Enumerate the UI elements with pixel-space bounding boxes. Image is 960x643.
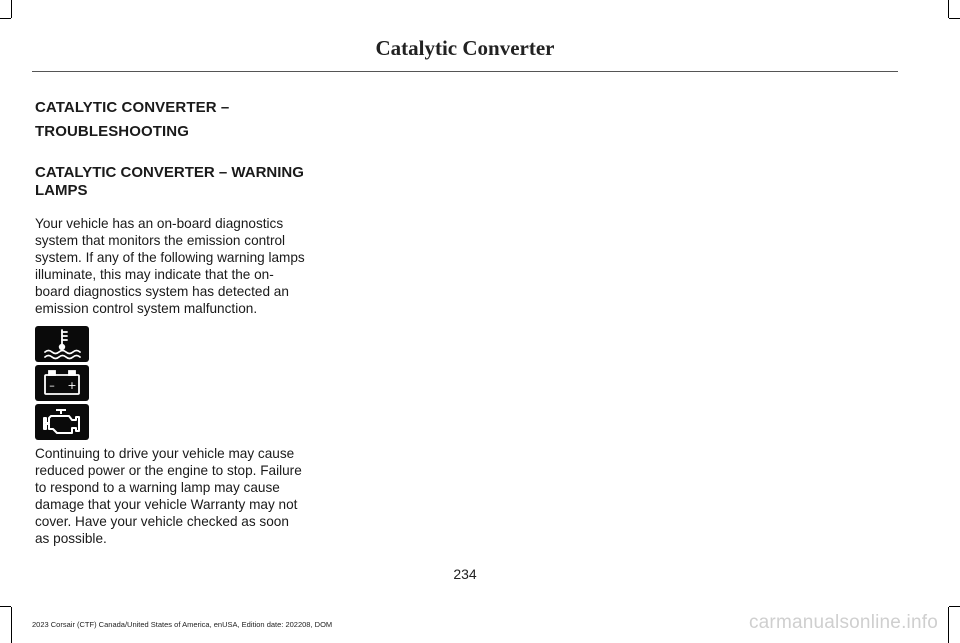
- engine-coolant-temperature-icon: [35, 326, 89, 362]
- subsection-title: CATALYTIC CONVERTER – WARNING LAMPS: [35, 164, 304, 199]
- page-number: 234: [453, 566, 477, 582]
- intro-paragraph: Your vehicle has an on-board diagnostics system that monitors the emission control system. If any of the following warning lamps illuminate, this may indicate that the on-board diagnostics system has detected an emission control system malfunction.: [35, 216, 305, 316]
- crop-mark-bottom-right: [948, 607, 949, 643]
- warning-paragraph: Continuing to drive your vehicle may cause reduced power or the engine to stop. Failure to respond to a warning lamp may cause damage that your vehicle Warranty may not cover. Have your vehicle checked as soon as possible.: [35, 446, 302, 546]
- crop-mark-top-right: [948, 0, 949, 18]
- crop-mark-bottom-left: [0, 606, 11, 607]
- warning-lamp-icons: [35, 326, 307, 440]
- crop-mark-bottom-left: [11, 607, 12, 643]
- crop-mark-top-right: [949, 18, 960, 19]
- running-header-title: Catalytic Converter: [375, 36, 555, 60]
- battery-minus-sign: –: [49, 379, 55, 392]
- crop-mark-top-left: [11, 0, 12, 18]
- battery-plus-sign: +: [67, 379, 77, 392]
- main-column: [35, 96, 307, 547]
- section-title-line2: TROUBLESHOOTING: [35, 123, 189, 140]
- section-title-line1: CATALYTIC CONVERTER –: [35, 99, 230, 116]
- header-divider: [32, 71, 898, 72]
- crop-mark-bottom-right: [949, 606, 960, 607]
- check-engine-icon: [35, 404, 89, 440]
- crop-mark-top-left: [0, 18, 11, 19]
- battery-icon: [35, 365, 89, 401]
- section-title: [35, 96, 307, 144]
- edition-footer: 2023 Corsair (CTF) Canada/United States of America, enUSA, Edition date: 202208, DOM: [32, 620, 333, 629]
- watermark: carmanualsonline.info: [748, 612, 938, 633]
